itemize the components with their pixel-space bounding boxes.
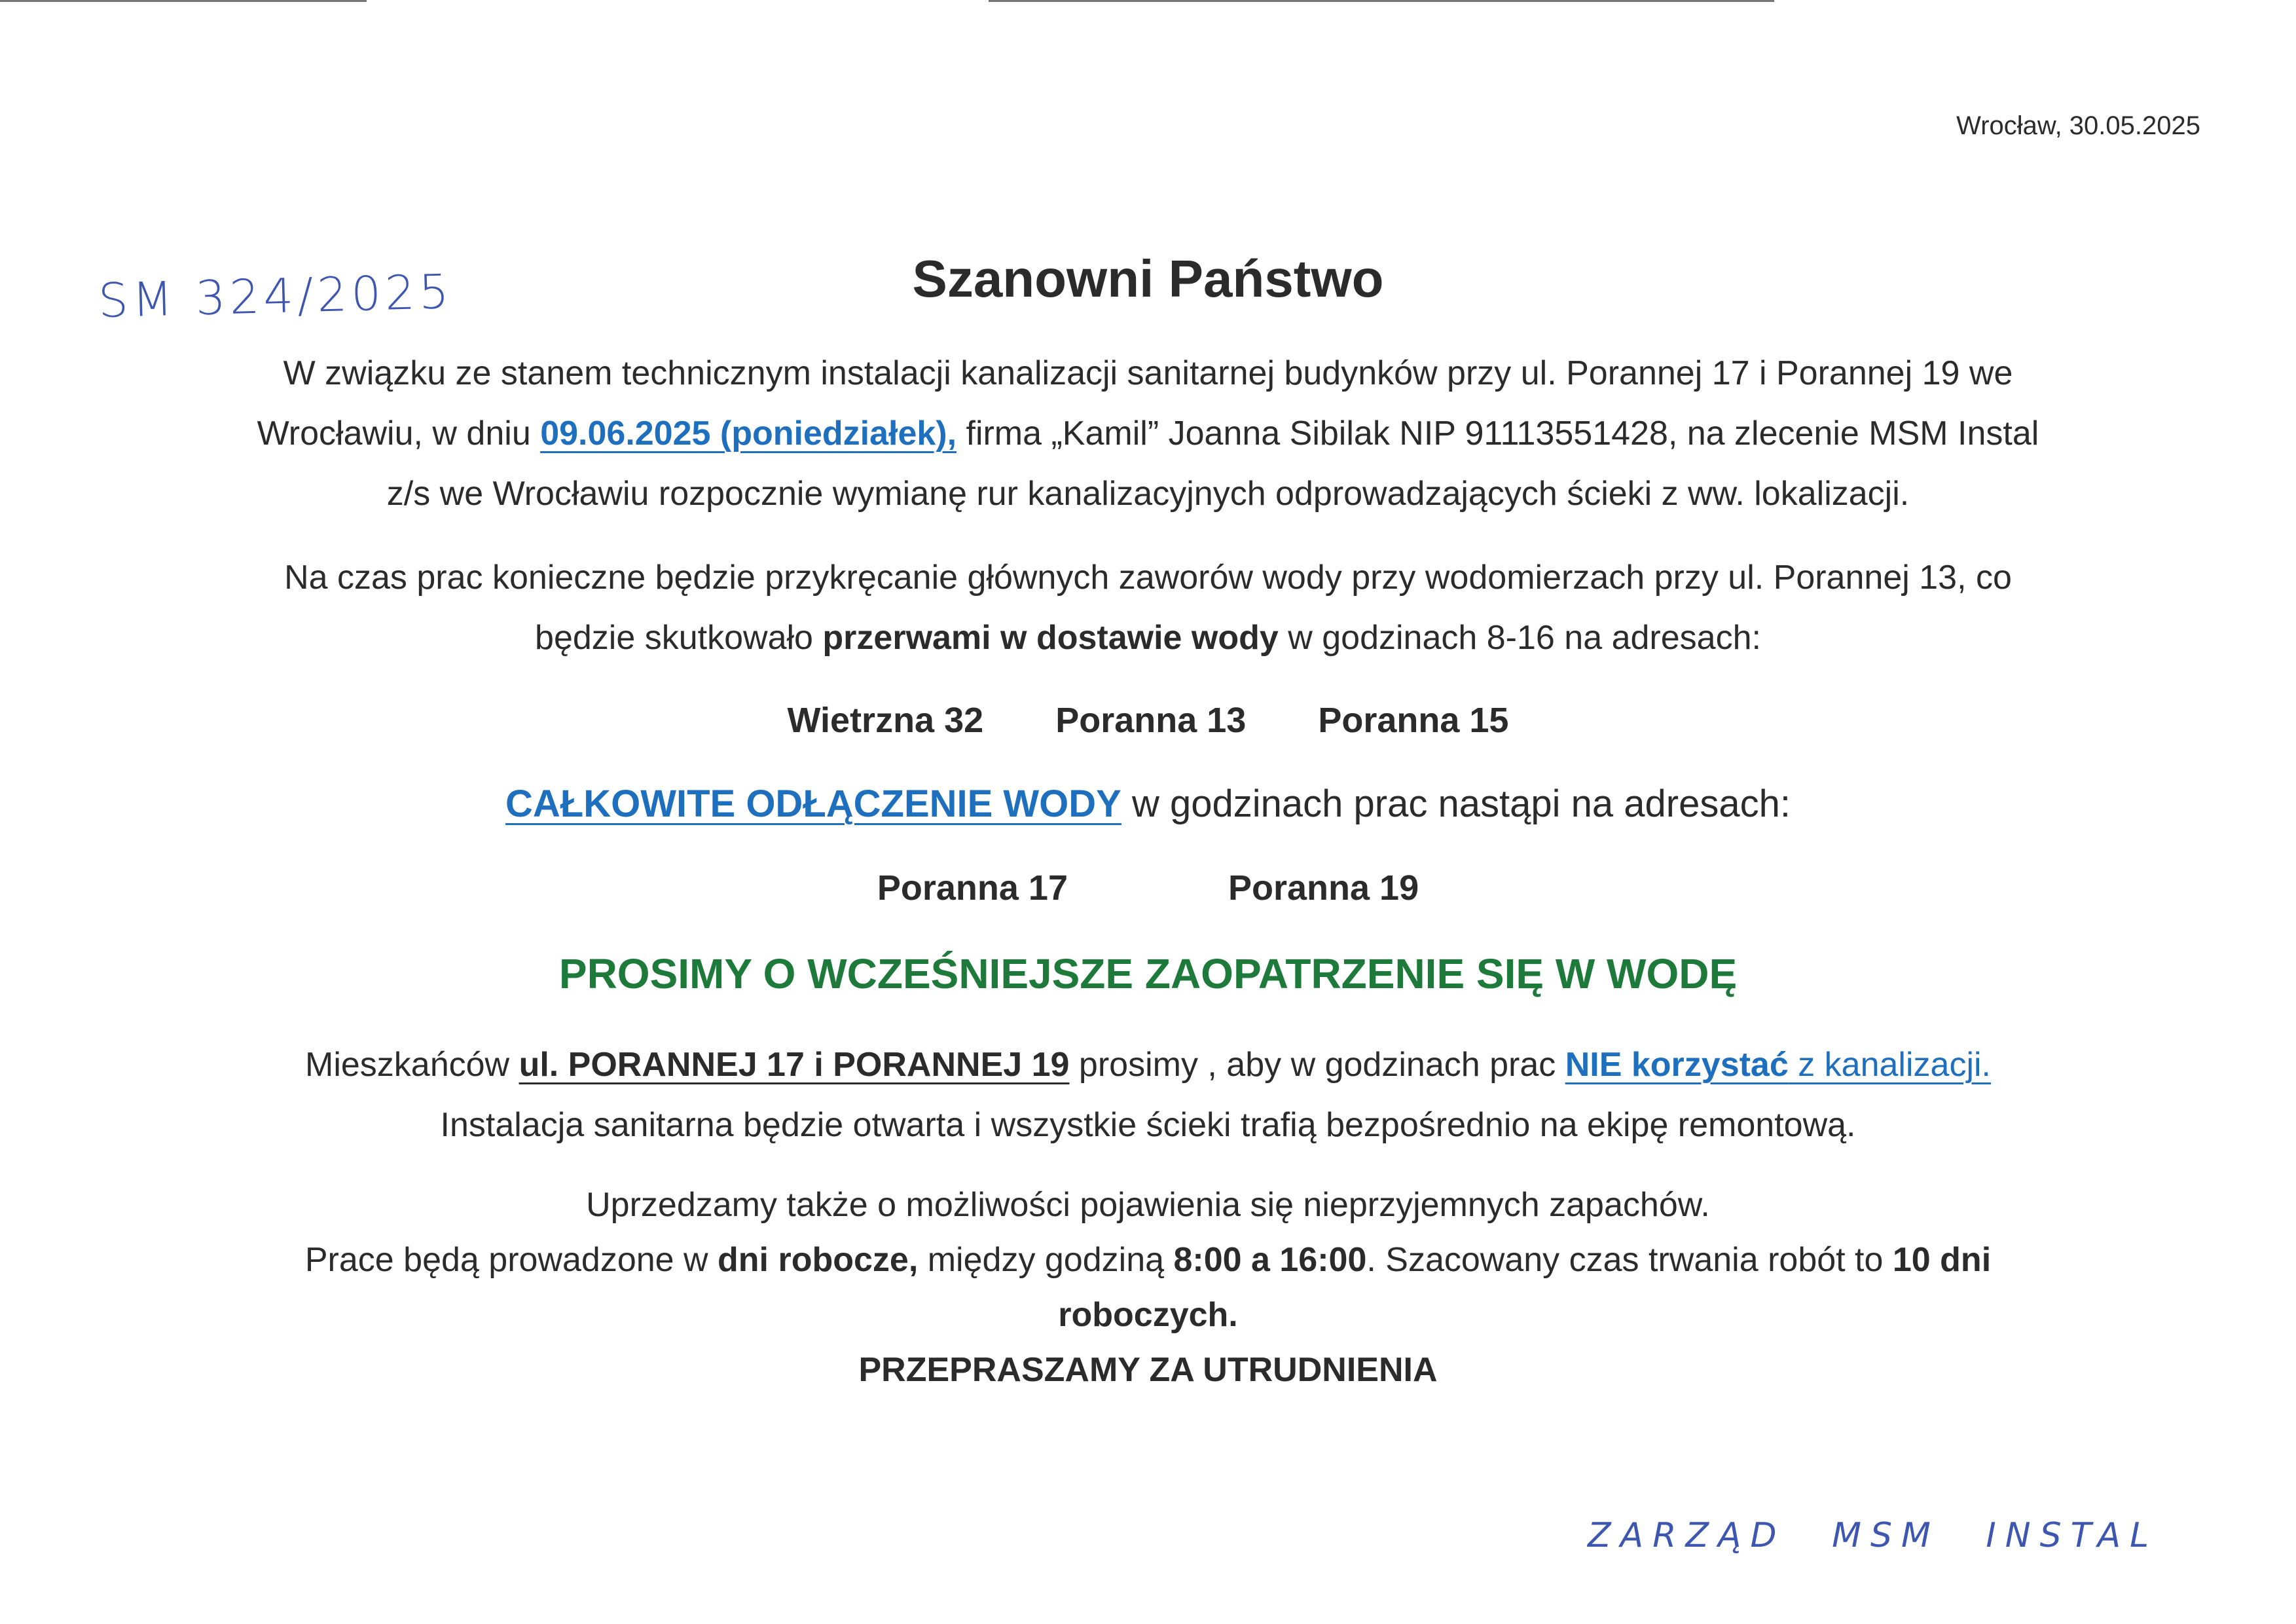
work-date: 09.06.2025 (poniedziałek), xyxy=(540,415,957,452)
schedule-line-2 xyxy=(65,1232,2231,1287)
working-days: dni robocze, xyxy=(718,1241,919,1279)
intro-text: Wrocławiu, w dniu xyxy=(257,415,541,452)
paragraph-interruption xyxy=(65,547,2231,668)
notice-body xyxy=(65,249,2231,1397)
handwritten-signature: ZARZĄD MSM INSTAL xyxy=(1588,1516,2159,1555)
work-duration: 10 dni xyxy=(1892,1241,1992,1279)
handwritten-reference-number: SM 324/2025 xyxy=(97,263,454,329)
interruption-address-list xyxy=(65,688,2231,753)
residents-text: Mieszkańców xyxy=(305,1046,519,1084)
schedule-line-3 xyxy=(65,1287,2231,1342)
intro-line-1: W związku ze stanem technicznym instalacji kanalizacji sanitarnej budynków przy ul. Porannej 17 i Porannej 19 we xyxy=(283,354,2013,392)
document-date: Wrocław, 30.05.2025 xyxy=(1956,111,2200,140)
interruption-line-2 xyxy=(65,608,2231,668)
intro-line-3: z/s we Wrocławiu rozpocznie wymianę rur kanalizacyjnych odprowadzających ścieki z ww. lokalizacji. xyxy=(386,475,1910,513)
schedule-line-1: Uprzedzamy także o możliwości pojawienia się nieprzyjemnych zapachów. xyxy=(586,1186,1710,1224)
paragraph-residents xyxy=(65,1035,2231,1155)
paragraph-schedule xyxy=(65,1177,2231,1342)
street-highlight: ul. PORANNEJ 17 i PORANNEJ 19 xyxy=(519,1046,1070,1084)
address-item: Poranna 13 xyxy=(1055,701,1247,740)
interruption-text: w godzinach 8-16 na adresach: xyxy=(1278,619,1761,657)
scan-edge-line xyxy=(989,0,1774,2)
cutoff-highlight: CAŁKOWITE ODŁĄCZENIE WODY xyxy=(505,783,1121,825)
scan-edge-line xyxy=(0,0,367,2)
residents-line-2: Instalacja sanitarna będzie otwarta i wszystkie ścieki trafią bezpośrednio na ekipę remontową. xyxy=(440,1106,1856,1144)
intro-text: firma „Kamil” Joanna Sibilak NIP 91113551428, na zlecenie MSM Instal xyxy=(957,415,2039,452)
interruption-text: będzie skutkowało xyxy=(535,619,823,657)
page-title: Szanowni Państwo xyxy=(912,249,1384,308)
closing-apology: PRZEPRASZAMY ZA UTRUDNIENIA xyxy=(858,1351,1438,1389)
no-use-highlight: NIE korzystać xyxy=(1565,1046,1789,1084)
water-supply-request-banner: PROSIMY O WCZEŚNIEJSZE ZAOPATRZENIE SIĘ W WODĘ xyxy=(558,950,1738,997)
schedule-text: między godziną xyxy=(918,1241,1174,1279)
address-item: Poranna 19 xyxy=(1228,868,1419,908)
working-hours: 8:00 a 16:00 xyxy=(1173,1241,1367,1279)
interruption-line-1: Na czas prac konieczne będzie przykręcanie głównych zaworów wody przy wodomierzach przy ul. Porannej 13, co xyxy=(284,559,2012,597)
work-duration-unit: roboczych. xyxy=(1058,1296,1238,1334)
residents-line-1 xyxy=(65,1035,2231,1095)
cutoff-address-list xyxy=(65,855,2231,921)
residents-text: prosimy , aby w godzinach prac xyxy=(1069,1046,1565,1084)
address-item: Poranna 17 xyxy=(877,868,1068,908)
sewage-text: z kanalizacji. xyxy=(1788,1046,1991,1084)
cutoff-notice xyxy=(65,771,2231,837)
address-item: Poranna 15 xyxy=(1318,701,1509,740)
paragraph-intro xyxy=(65,343,2231,524)
intro-line-2 xyxy=(65,403,2231,464)
schedule-text: . Szacowany czas trwania robót to xyxy=(1366,1241,1893,1279)
address-item: Wietrzna 32 xyxy=(787,701,984,740)
cutoff-text: w godzinach prac nastąpi na adresach: xyxy=(1121,783,1791,825)
schedule-text: Prace będą prowadzone w xyxy=(304,1241,718,1279)
interruption-highlight: przerwami w dostawie wody xyxy=(822,619,1279,657)
